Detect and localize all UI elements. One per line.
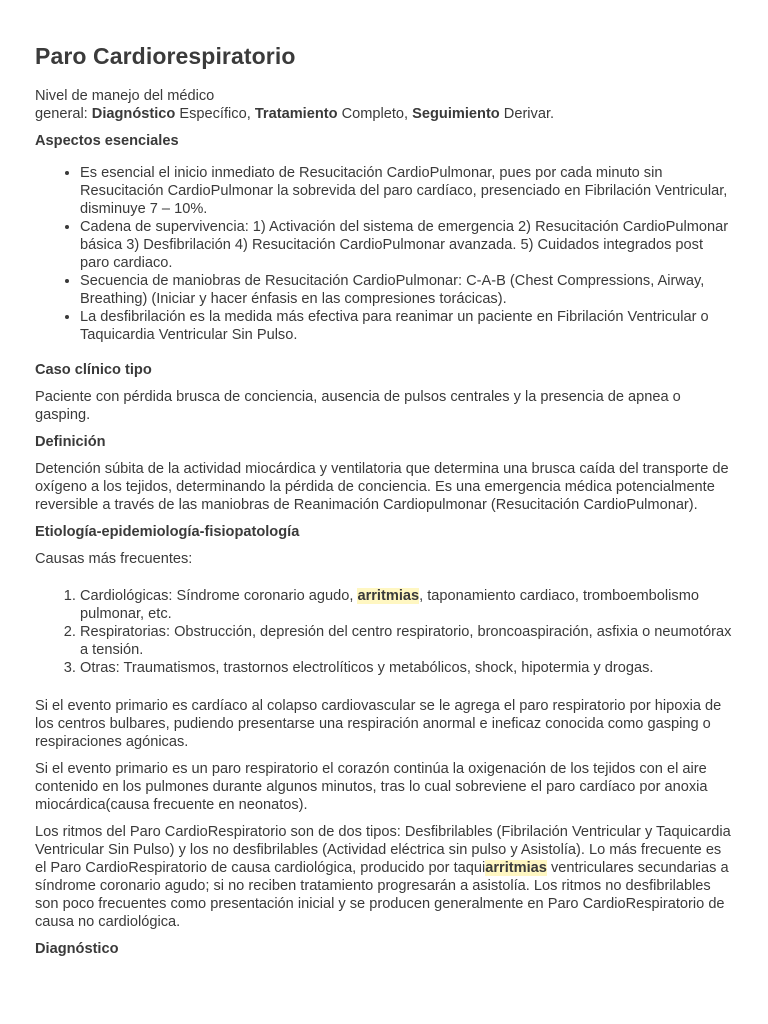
- arritmias-highlight[interactable]: arritmias: [357, 588, 420, 604]
- aspectos-item: • Es esencial el inicio inmediato de Resucitación CardioPulmonar, pues por cada minuto sin Resucitación CardioPulmonar la sobrevida del paro cardíaco, presenciado en Fibrilación Ventricular, disminuye 7 – 10%.: [80, 164, 732, 218]
- causas-item1-pre: Cardiológicas: Síndrome coronario agudo,: [80, 588, 358, 604]
- caso-heading: Caso clínico tipo: [35, 362, 152, 378]
- seguimiento-label: Seguimiento: [412, 106, 500, 122]
- causas-item1-post: , taponamiento cardiaco, tromboembolismo pulmonar, etc.: [80, 588, 699, 622]
- caso-text: Paciente con pérdida brusca de conciencia, ausencia de pulsos centrales y la presencia de apnea o gasping.: [35, 389, 681, 423]
- definicion-text: Detención súbita de la actividad miocárdica y ventilatoria que determina una brusca caída del transporte de oxígeno a los tejidos, determinando la pérdida de conciencia. Es una emergencia médica potencialmente reversible a través de las maniobras de Reanimación Cardiopulmonar (Resucitación CardioPulmonar).: [35, 461, 729, 513]
- causas-item: 3. Otras: Traumatismos, trastornos electrolíticos y metabólicos, shock, hipotermia y drogas.: [80, 659, 732, 677]
- causas-intro: Causas más frecuentes:: [35, 551, 193, 567]
- arritmias-highlight[interactable]: arritmias: [485, 860, 547, 876]
- seguimiento-value: Derivar.: [499, 106, 555, 122]
- causas-list: [35, 587, 732, 677]
- aspectos-item: • Secuencia de maniobras de Resucitación CardioPulmonar: C-A-B (Chest Compressions, Airway, Breathing) (Iniciar y hacer énfasis en las compresiones torácicas).: [80, 272, 732, 308]
- tratamiento-value: Completo,: [337, 106, 413, 122]
- causas-item: 2. Respiratorias: Obstrucción, depresión del centro respiratorio, broncoaspiración, asfixia o neumotórax a tensión.: [80, 623, 732, 659]
- definicion-heading: Definición: [35, 434, 106, 450]
- etiologia-para3: [35, 823, 732, 931]
- diagnostico-value: Específico,: [175, 106, 255, 122]
- intro-line1: Nivel de manejo del médico: [35, 88, 215, 104]
- diagnostico-heading: Diagnóstico: [35, 941, 119, 957]
- aspectos-heading: Aspectos esenciales: [35, 133, 179, 149]
- para3-post: ventriculares secundarias a síndrome coronario agudo; si no reciben tratamiento progresarán a asistolía. Los ritmos no desfibrilables son poco frecuentes como presentación inicial y se producen generalmente en Paro CardioRespiratorio de causa no cardiológica.: [35, 860, 729, 930]
- tratamiento-label: Tratamiento: [254, 106, 338, 122]
- intro-paragraph: [35, 87, 732, 123]
- etiologia-para1: Si el evento primario es cardíaco al colapso cardiovascular se le agrega el paro respiratorio por hipoxia de los centros bulbares, pudiendo presentarse una respiración anormal e ineficaz conocida como gasping o respiraciones agónicas.: [35, 698, 722, 750]
- diagnostico-label: Diagnóstico: [91, 106, 176, 122]
- intro-prefix: general:: [35, 106, 92, 122]
- etiologia-heading: Etiología-epidemiología-fisiopatología: [35, 524, 300, 540]
- aspectos-list: [35, 164, 732, 344]
- page-title: Paro Cardiorespiratorio: [35, 43, 296, 69]
- causas-item: [80, 587, 732, 623]
- etiologia-para2: Si el evento primario es un paro respiratorio el corazón continúa la oxigenación de los tejidos con el aire contenido en los pulmones durante algunos minutos, tras lo cual sobreviene el paro cardíaco por anoxia miocárdica(causa frecuente en neonatos).: [35, 761, 708, 813]
- para3-pre: Los ritmos del Paro CardioRespiratorio son de dos tipos: Desfibrilables (Fibrilación Ventricular y Taquicardia Ventricular Sin Pulso) y los no desfibrilables (Actividad eléctrica sin pulso y Asistolía). Lo más frecuente es el Paro CardioRespiratorio de causa cardiológica, producido por taqui: [35, 824, 731, 876]
- aspectos-item: • Cadena de supervivencia: 1) Activación del sistema de emergencia 2) Resucitación CardioPulmonar básica 3) Desfibrilación 4) Resucitación CardioPulmonar avanzada. 5) Cuidados integrados post paro cardiaco.: [80, 218, 732, 272]
- aspectos-item: • La desfibrilación es la medida más efectiva para reanimar un paciente en Fibrilación Ventricular o Taquicardia Ventricular Sin Pulso.: [80, 308, 732, 344]
